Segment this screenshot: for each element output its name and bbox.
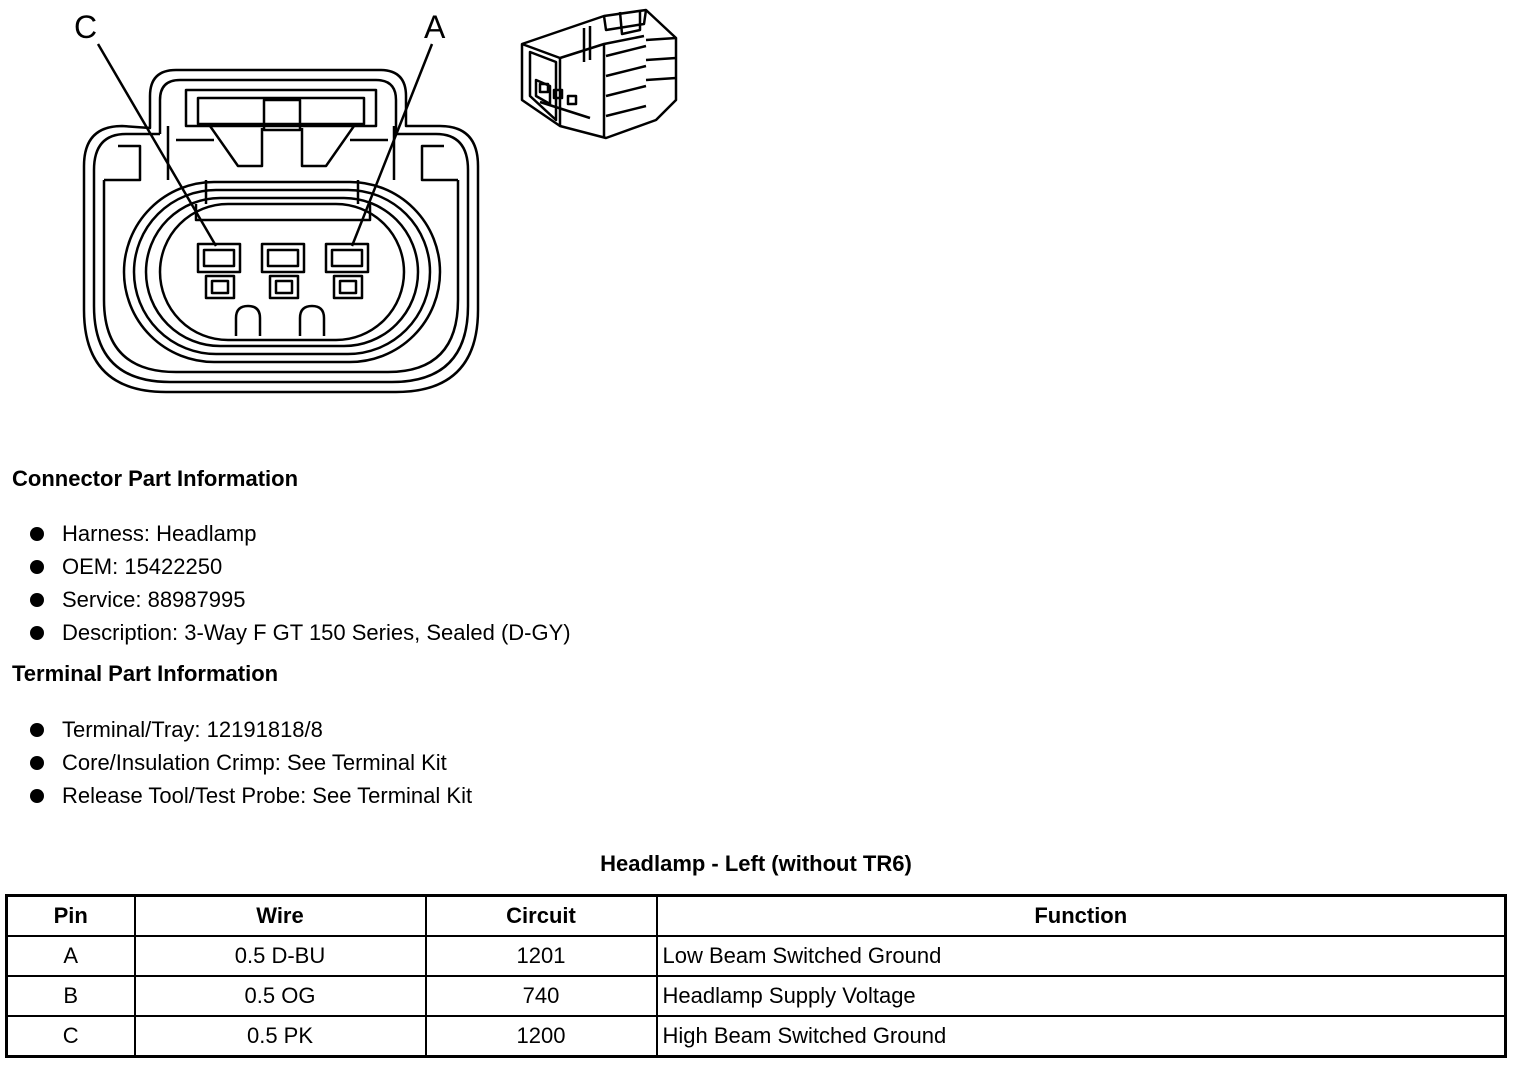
list-item-text: Terminal/Tray: 12191818/8	[62, 717, 323, 742]
list-item	[28, 779, 472, 812]
table-header-row	[7, 896, 1506, 937]
terminal-part-list	[28, 713, 472, 812]
pin-label-a: A	[424, 9, 446, 45]
cell-pin: A	[7, 936, 135, 976]
list-item-text: Description: 3-Way F GT 150 Series, Sealed (D-GY)	[62, 620, 571, 645]
header-pin: Pin	[7, 896, 135, 937]
connector-iso-drawing	[522, 10, 676, 138]
list-item-text: Release Tool/Test Probe: See Terminal Kit	[62, 783, 473, 808]
cell-circuit: 1201	[426, 936, 657, 976]
cell-function: Low Beam Switched Ground	[657, 936, 1506, 976]
table-title: Headlamp - Left (without TR6)	[600, 851, 912, 876]
bullet-icon	[30, 527, 44, 541]
bullet-icon	[30, 626, 44, 640]
list-item-text: Service: 88987995	[62, 587, 246, 612]
list-item-text: Core/Insulation Crimp: See Terminal Kit	[62, 750, 447, 775]
list-item	[28, 746, 472, 779]
connector-diagram	[0, 0, 700, 420]
header-circuit: Circuit	[426, 896, 657, 937]
pin-label-c: C	[74, 9, 98, 45]
bullet-icon	[30, 723, 44, 737]
list-item-text: OEM: 15422250	[62, 554, 223, 579]
list-item	[28, 616, 571, 649]
table-row	[7, 1016, 1506, 1057]
header-function: Function	[657, 896, 1506, 937]
connector-part-heading: Connector Part Information	[12, 466, 299, 491]
table-row	[7, 936, 1506, 976]
bullet-icon	[30, 789, 44, 803]
cell-function: High Beam Switched Ground	[657, 1016, 1506, 1057]
list-item-text: Harness: Headlamp	[62, 521, 257, 546]
cell-function: Headlamp Supply Voltage	[657, 976, 1506, 1016]
list-item	[28, 550, 571, 583]
cell-pin: C	[7, 1016, 135, 1057]
connector-part-list	[28, 517, 571, 649]
cell-wire: 0.5 D-BU	[135, 936, 426, 976]
bullet-icon	[30, 756, 44, 770]
terminal-part-heading: Terminal Part Information	[12, 661, 279, 686]
bullet-icon	[30, 593, 44, 607]
cell-wire: 0.5 OG	[135, 976, 426, 1016]
pinout-table	[5, 894, 1507, 1058]
list-item	[28, 713, 472, 746]
list-item	[28, 517, 571, 550]
header-wire: Wire	[135, 896, 426, 937]
cell-circuit: 1200	[426, 1016, 657, 1057]
table-row	[7, 976, 1506, 1016]
cell-pin: B	[7, 976, 135, 1016]
cell-circuit: 740	[426, 976, 657, 1016]
bullet-icon	[30, 560, 44, 574]
cell-wire: 0.5 PK	[135, 1016, 426, 1057]
list-item	[28, 583, 571, 616]
connector-face-drawing	[84, 70, 478, 392]
